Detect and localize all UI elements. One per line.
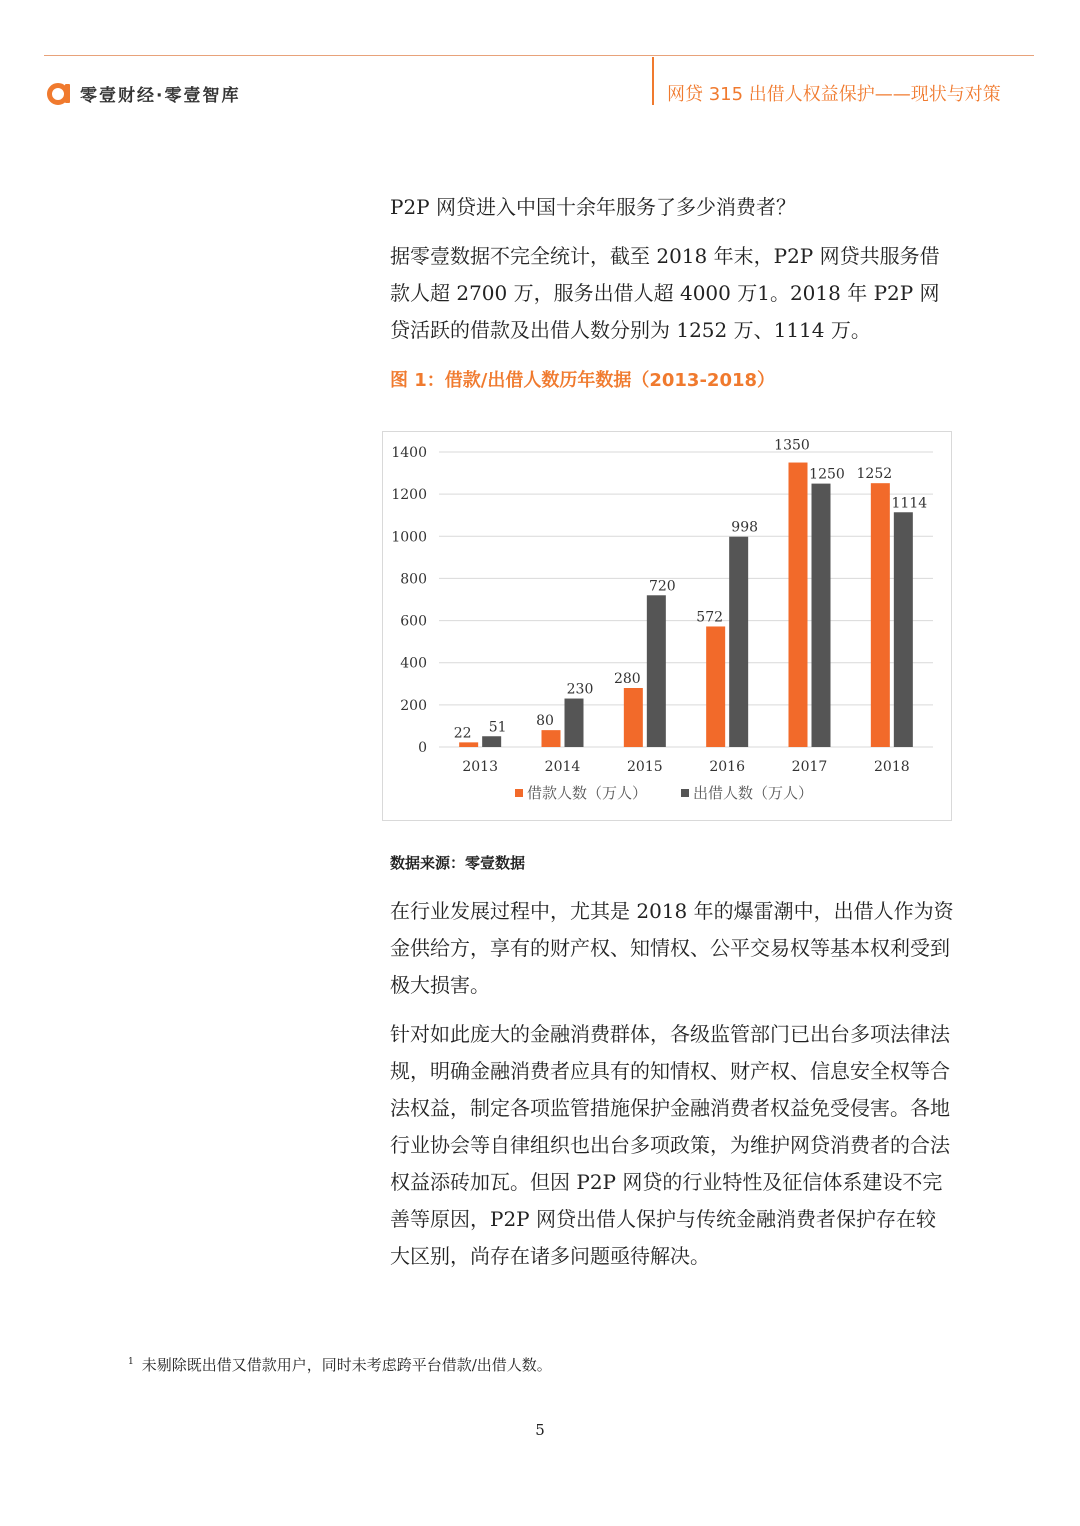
bar-borrowers-2016 [706, 626, 725, 747]
data-label: 51 [488, 719, 507, 736]
header-separator [652, 57, 654, 105]
y-tick-label: 1000 [391, 529, 427, 546]
report-title: 网贷 315 出借人权益保护——现状与对策 [667, 84, 1001, 105]
y-tick-label: 400 [400, 655, 427, 672]
data-label: 998 [731, 519, 759, 536]
question-paragraph: P2P 网贷进入中国十余年服务了多少消费者？ [390, 195, 796, 219]
bar-chart-svg [383, 432, 951, 820]
data-label: 1252 [856, 466, 893, 483]
x-tick-label: 2013 [462, 759, 498, 775]
x-tick-label: 2014 [544, 759, 581, 775]
regulation-paragraph: 针对如此庞大的金融消费群体，各级监管部门已出台多项法律法规，明确金融消费者应具有的知情权、财产权、信息安全权等合法权益，制定各项监管措施保护金融消费者权益免受侵害。各地行业协会等自律组织也出台多项政策，为维护网贷消费者的合法权益添砖加瓦。但因 P2P 网贷的行业特性及征信体系建设不完善等原因，P2P 网贷出借人保护与传统金融消费者保护存在较大区别，尚存在诸多问题亟待解决。 [390, 1022, 950, 1268]
data-label: 230 [566, 681, 594, 698]
bar-borrowers-2017 [789, 463, 808, 747]
bar-lenders-2017 [812, 484, 831, 747]
data-source: 数据来源：零壹数据 [390, 854, 526, 872]
bar-borrowers-2014 [542, 730, 561, 747]
brand-name: 零壹财经·零壹智库 [80, 85, 241, 106]
y-tick-label: 0 [418, 740, 427, 756]
footnote [128, 1354, 552, 1375]
bar-lenders-2015 [647, 595, 666, 747]
bar-lenders-2018 [894, 512, 913, 747]
x-tick-label: 2016 [709, 759, 745, 775]
y-tick-label: 600 [400, 613, 427, 630]
industry-paragraph: 在行业发展过程中，尤其是 2018 年的爆雷潮中，出借人作为资金供给方，享有的财产权、知情权、公平交易权等基本权利受到极大损害。 [390, 899, 954, 997]
bar-lenders-2014 [565, 699, 584, 747]
data-label: 1114 [891, 495, 928, 512]
data-label: 280 [613, 671, 641, 687]
x-tick-label: 2018 [874, 759, 910, 775]
x-tick-label: 2015 [627, 759, 663, 775]
brand [46, 80, 240, 106]
legend-label: 借款人数（万人） [527, 784, 648, 802]
legend-label: 出借人数（万人） [693, 784, 814, 802]
bar-chart [382, 431, 952, 821]
data-label: 572 [696, 609, 724, 626]
bar-borrowers-2018 [871, 483, 890, 747]
y-tick-label: 200 [400, 697, 427, 714]
header-rule [44, 55, 1034, 56]
y-tick-label: 1200 [391, 487, 427, 504]
page-number: 5 [535, 1421, 545, 1439]
brand-logo-icon [46, 80, 72, 106]
bar-borrowers-2015 [624, 688, 643, 747]
bar-borrowers-2013 [459, 742, 478, 747]
y-tick-label: 1400 [391, 445, 427, 461]
legend-swatch [515, 789, 523, 797]
bar-lenders-2013 [482, 736, 501, 747]
data-label: 720 [648, 578, 676, 595]
figure-caption: 图 1：借款/出借人数历年数据（2013-2018） [390, 370, 776, 391]
data-label: 22 [453, 725, 472, 742]
footnote-mark: 1 [128, 1357, 134, 1367]
intro-paragraph: 据零壹数据不完全统计，截至 2018 年末，P2P 网贷共服务借款人超 2700 万，服务出借人超 4000 万1。2018 年 P2P 网贷活跃的借款及出借人数分别为 1252 万、1114 万。 [390, 244, 940, 342]
bar-lenders-2016 [729, 537, 748, 747]
legend-swatch [681, 789, 689, 797]
footnote-text: 未剔除既出借又借款用户，同时未考虑跨平台借款/出借人数。 [141, 1356, 552, 1374]
y-tick-label: 800 [400, 571, 427, 588]
data-label: 80 [536, 713, 554, 730]
x-tick-label: 2017 [791, 759, 828, 775]
data-label: 1350 [774, 437, 810, 454]
data-label: 1250 [809, 466, 845, 483]
